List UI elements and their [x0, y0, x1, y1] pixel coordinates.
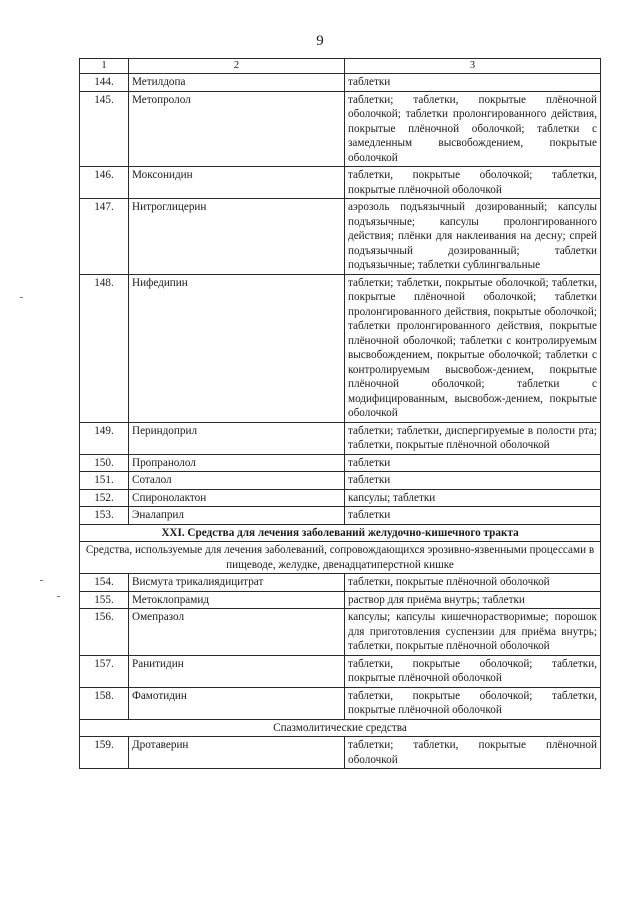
subsection-heading: Спазмолитические средства — [80, 719, 601, 737]
table-row — [80, 489, 601, 507]
row-number: 156. — [80, 609, 129, 656]
table-header-row — [80, 59, 601, 74]
subsection-heading: Средства, используемые для лечения заболеваний, сопровождающихся эрозивно-язвенными процессами в пищеводе, желудке, двенадцатиперстной кишке — [80, 542, 601, 574]
drug-name: Метилдопа — [129, 74, 345, 92]
table-row — [80, 74, 601, 92]
drug-name: Дротаверин — [129, 737, 345, 769]
dosage-form: таблетки — [345, 472, 601, 490]
drug-name: Омепразол — [129, 609, 345, 656]
section-heading-row — [80, 524, 601, 542]
row-number: 157. — [80, 655, 129, 687]
table-row — [80, 274, 601, 422]
dosage-form: таблетки, покрытые оболочкой; таблетки, покрытые плёночной оболочкой — [345, 687, 601, 719]
row-number: 159. — [80, 737, 129, 769]
dosage-form: капсулы; капсулы кишечнорастворимые; порошок для приготовления суспензии для приёма внутрь; таблетки, покрытые плёночной оболочкой — [345, 609, 601, 656]
table-row — [80, 574, 601, 592]
table-row — [80, 422, 601, 454]
drug-name: Фамотидин — [129, 687, 345, 719]
row-number: 146. — [80, 167, 129, 199]
row-number: 144. — [80, 74, 129, 92]
table-row — [80, 91, 601, 167]
drug-table — [79, 58, 601, 769]
drug-name: Эналаприл — [129, 507, 345, 525]
table-row — [80, 199, 601, 275]
row-number: 155. — [80, 591, 129, 609]
row-number: 158. — [80, 687, 129, 719]
table-row — [80, 687, 601, 719]
dosage-form: таблетки, покрытые оболочкой; таблетки, покрытые плёночной оболочкой — [345, 167, 601, 199]
dosage-form: таблетки; таблетки, покрытые плёночной оболочкой — [345, 737, 601, 769]
table-row — [80, 507, 601, 525]
drug-name: Ранитидин — [129, 655, 345, 687]
dosage-form: аэрозоль подъязычный дозированный; капсулы подъязычные; капсулы пролонгированного действия; плёнки для наклеивания на десну; спрей подъязычный дозированный; таблетки подъязычные; таблетки сублингвальные — [345, 199, 601, 275]
row-number: 149. — [80, 422, 129, 454]
table-row — [80, 167, 601, 199]
row-number: 151. — [80, 472, 129, 490]
page-number: 9 — [316, 33, 324, 49]
row-number: 153. — [80, 507, 129, 525]
scan-speck — [40, 580, 43, 581]
row-number: 150. — [80, 454, 129, 472]
drug-name: Метопролол — [129, 91, 345, 167]
drug-name: Соталол — [129, 472, 345, 490]
table-row — [80, 591, 601, 609]
dosage-form: таблетки — [345, 454, 601, 472]
table-row — [80, 454, 601, 472]
drug-name: Периндоприл — [129, 422, 345, 454]
drug-name: Висмута трикалиядицитрат — [129, 574, 345, 592]
table-row — [80, 737, 601, 769]
table-row — [80, 609, 601, 656]
dosage-form: таблетки — [345, 507, 601, 525]
header-col-1: 1 — [80, 59, 129, 74]
drug-name: Нитроглицерин — [129, 199, 345, 275]
row-number: 154. — [80, 574, 129, 592]
dosage-form: раствор для приёма внутрь; таблетки — [345, 591, 601, 609]
scan-speck — [20, 297, 23, 298]
drug-name: Метоклопрамид — [129, 591, 345, 609]
header-col-3: 3 — [345, 59, 601, 74]
dosage-form: таблетки, покрытые оболочкой; таблетки, покрытые плёночной оболочкой — [345, 655, 601, 687]
dosage-form: таблетки — [345, 74, 601, 92]
section-heading: XXI. Средства для лечения заболеваний желудочно-кишечного тракта — [80, 524, 601, 542]
drug-name: Спиронолактон — [129, 489, 345, 507]
dosage-form: таблетки; таблетки, диспергируемые в полости рта; таблетки, покрытые плёночной оболочкой — [345, 422, 601, 454]
table-row — [80, 655, 601, 687]
row-number: 147. — [80, 199, 129, 275]
drug-name: Нифедипин — [129, 274, 345, 422]
dosage-form: таблетки, покрытые плёночной оболочкой — [345, 574, 601, 592]
dosage-form: таблетки; таблетки, покрытые оболочкой; таблетки, покрытые плёночной оболочкой; таблетки пролонгированного действия, покрытые оболочкой; таблетки пролонгированного действия, покрытые плёночной оболочкой; таблетки с контролируемым высвобождением, покрытые оболочкой; таблетки с контролируемым высвобож-дением, покрытые плёночной оболочкой; таблетки с модифицированным, высвобож-дением, покрытые оболочкой — [345, 274, 601, 422]
subsection-heading-row — [80, 542, 601, 574]
dosage-form: таблетки; таблетки, покрытые плёночной оболочкой; таблетки пролонгированного действия, покрытые плёночной оболочкой; таблетки с замедленным высвобождением, покрытые оболочкой — [345, 91, 601, 167]
row-number: 152. — [80, 489, 129, 507]
header-col-2: 2 — [129, 59, 345, 74]
subsection-heading-row — [80, 719, 601, 737]
drug-name: Моксонидин — [129, 167, 345, 199]
row-number: 148. — [80, 274, 129, 422]
scan-speck — [57, 596, 60, 597]
dosage-form: капсулы; таблетки — [345, 489, 601, 507]
drug-name: Пропранолол — [129, 454, 345, 472]
row-number: 145. — [80, 91, 129, 167]
table-row — [80, 472, 601, 490]
